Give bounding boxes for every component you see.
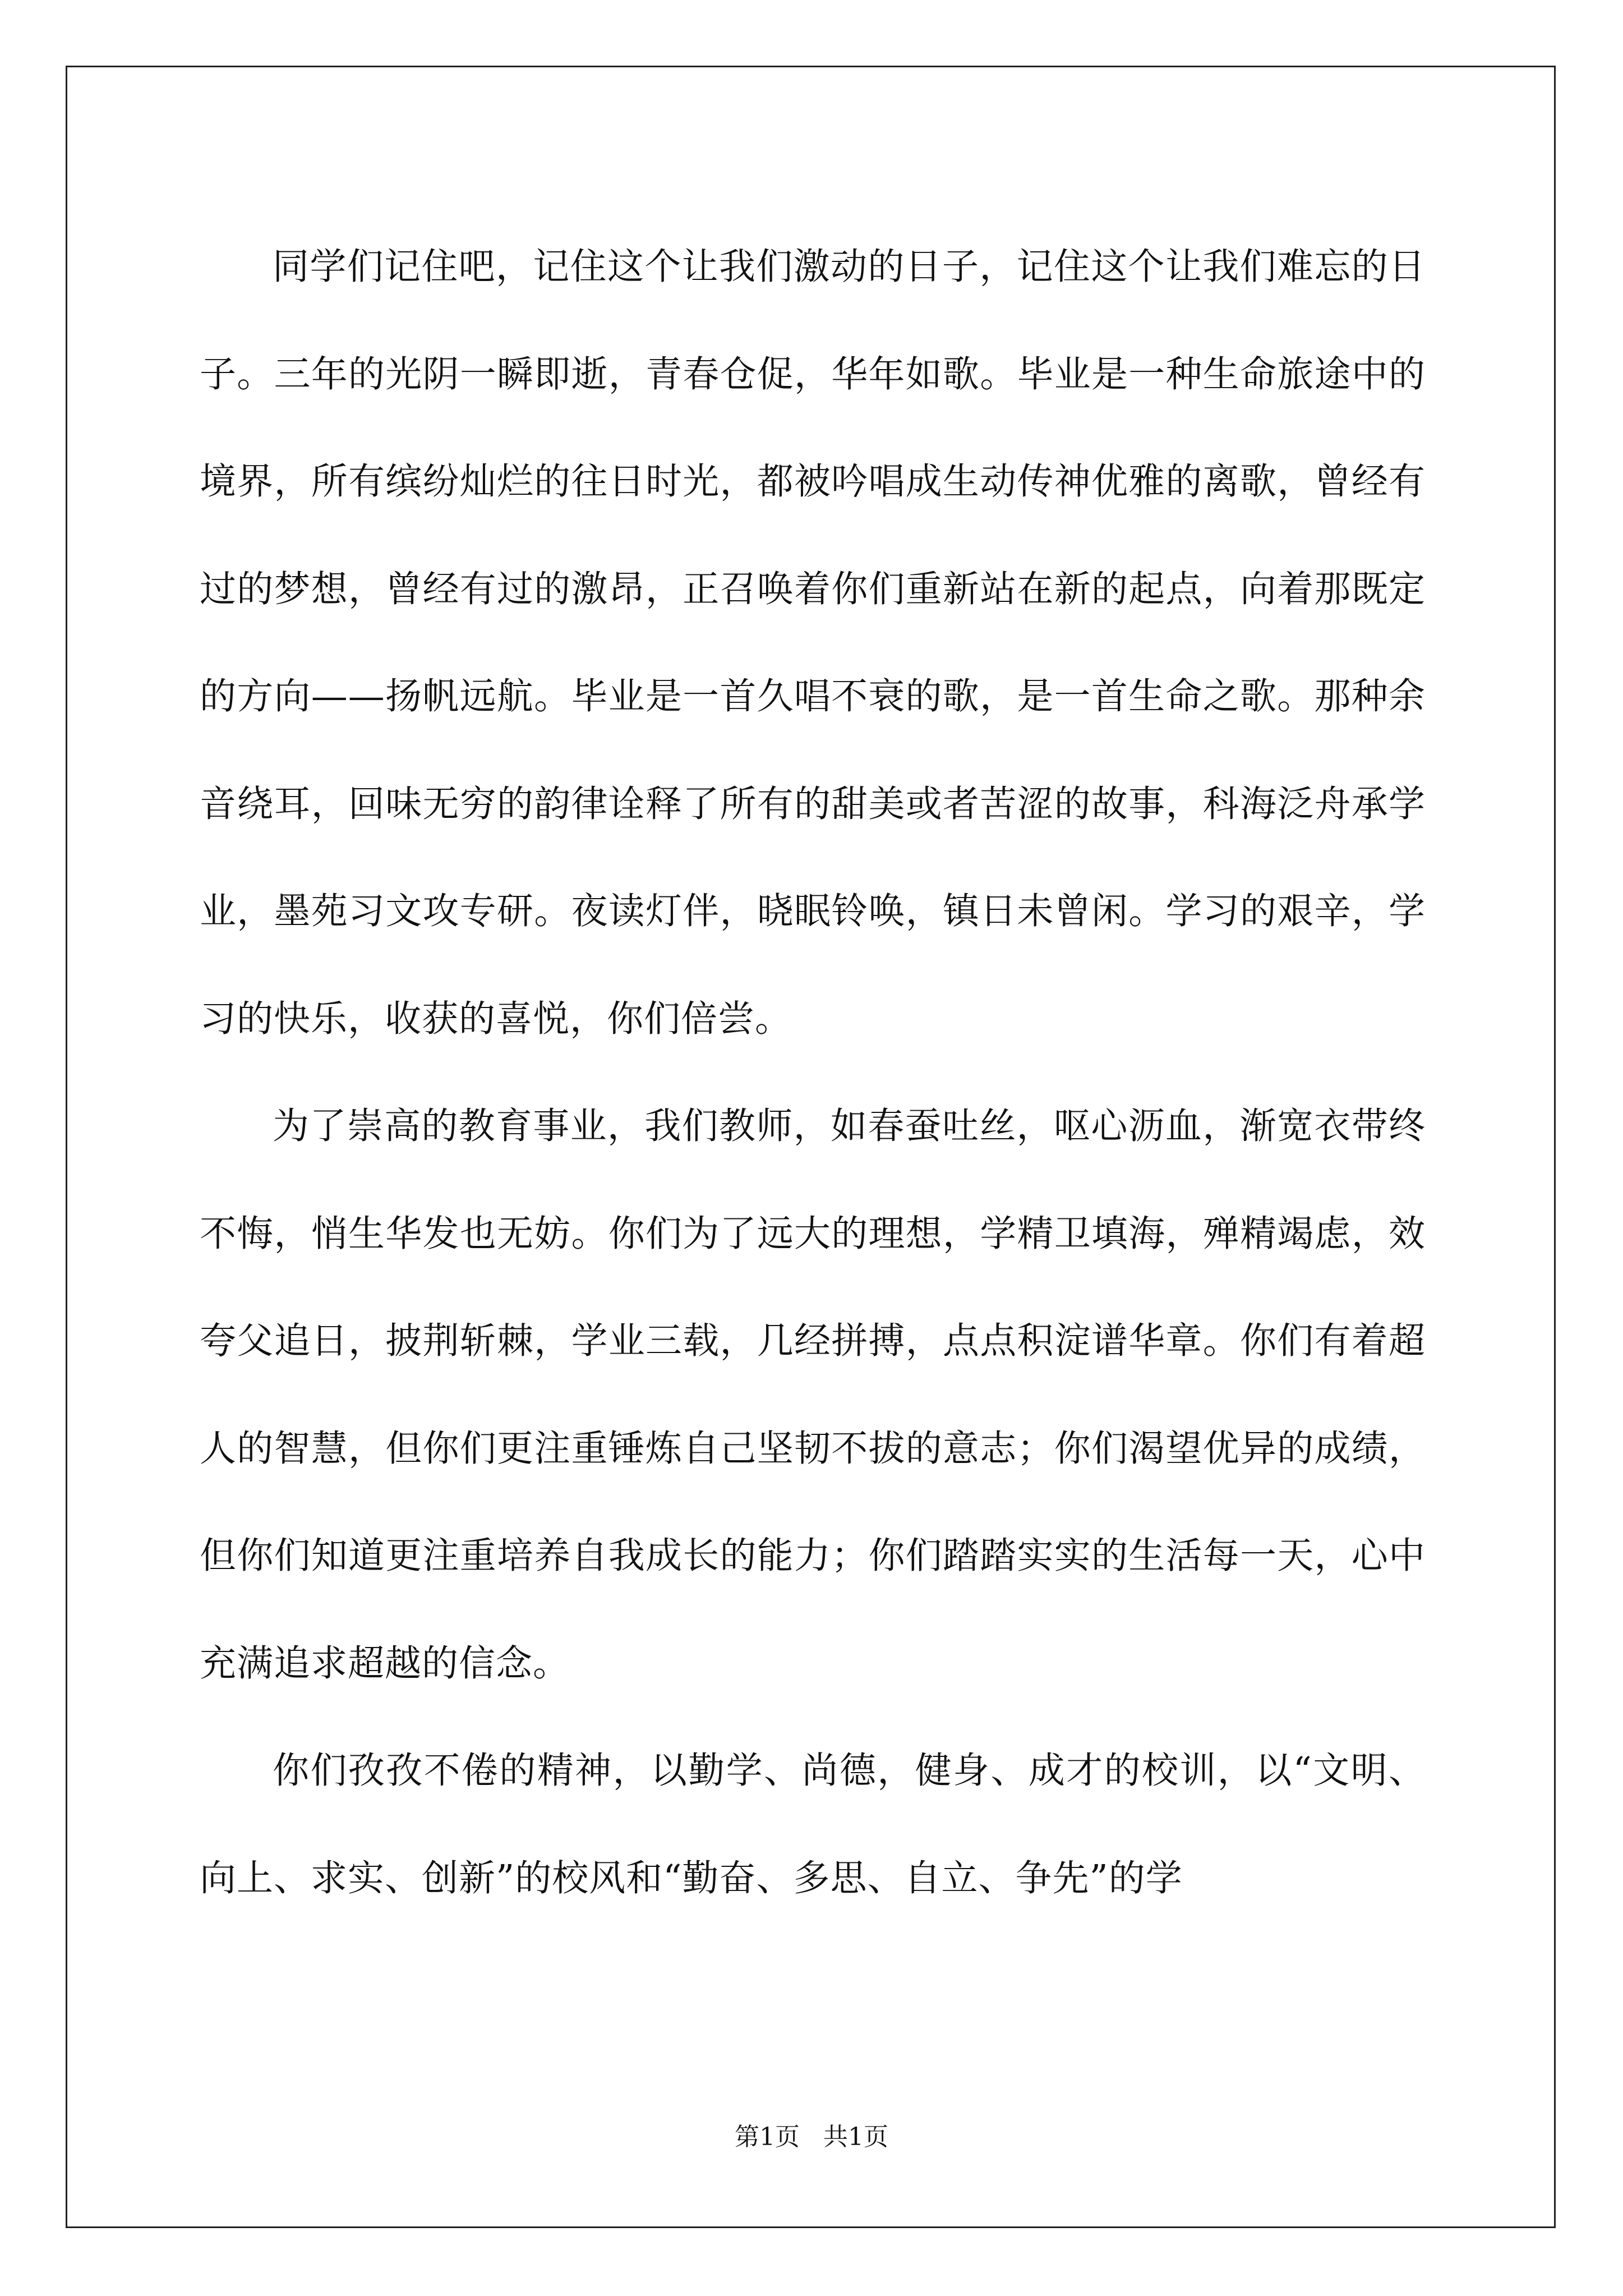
paragraph-1: 同学们记住吧，记住这个让我们激动的日子，记住这个让我们难忘的日子。三年的光阴一瞬即逝，青春仓促，华年如歌。毕业是一种生命旅途中的境界，所有缤纷灿烂的往日时光，都被吟唱成生动传神优雅的离歌，曾经有过的梦想，曾经有过的激昂，正召唤着你们重新站在新的起点，向着那既定的方向——扬帆远航。毕业是一首久唱不衰的歌，是一首生命之歌。那种余音绕耳，回味无穷的韵律诠释了所有的甜美或者苦涩的故事，科海泛舟承学业，墨苑习文攻专研。夜读灯伴，晓眠铃唤，镇日未曾闲。学习的艰辛，学习的快乐，收获的喜悦，你们倍尝。 [200,246,1426,1040]
page-footer [0,2120,1623,2154]
paragraph-2: 为了崇高的教育事业，我们教师，如春蚕吐丝，呕心沥血，渐宽衣带终不悔，悄生华发也无妨。你们为了远大的理想，学精卫填海，殚精竭虑，效夸父追日，披荆斩棘，学业三载，几经拼搏，点点积淀谱华章。你们有着超人的智慧，但你们更注重锤炼自己坚韧不拔的意志；你们渴望优异的成绩，但你们知道更注重培养自我成长的能力；你们踏踏实实的生活每一天，心中充满追求超越的信念。 [200,1105,1426,1685]
paragraph-3: 你们孜孜不倦的精神，以勤学、尚德，健身、成才的校训，以“文明、向上、求实、创新”的校风和“勤奋、多思、自立、争先”的学 [200,1750,1426,1899]
page-number-total: 共1页 [823,2123,888,2151]
page-number-current: 第1页 [735,2123,800,2151]
document-body [200,213,1426,1932]
